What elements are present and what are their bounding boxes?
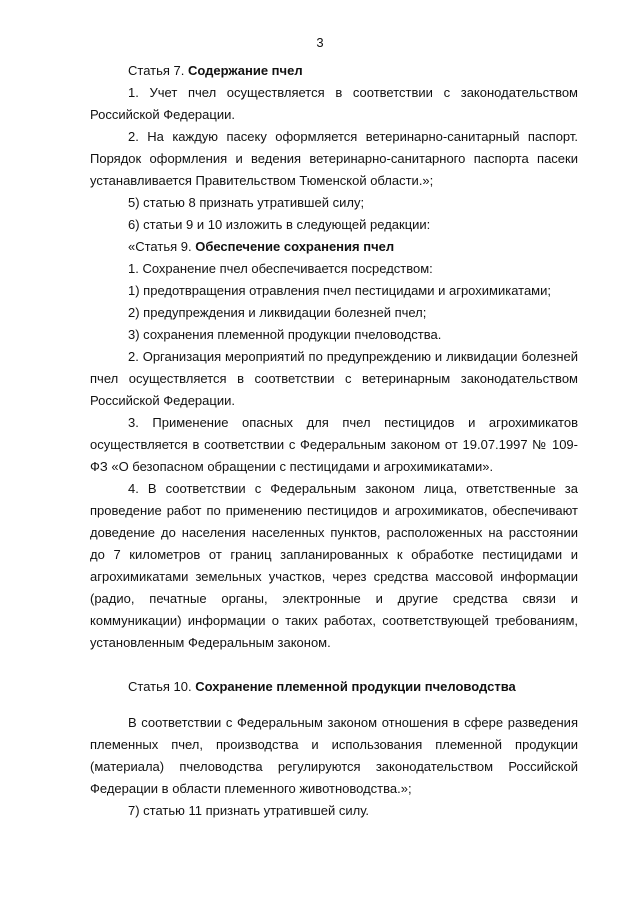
paragraph: 5) статью 8 признать утратившей силу; — [128, 195, 365, 210]
paragraph: 2. Организация мероприятий по предупреждению и ликвидации болезней пчел осуществляется в соответствии с ветеринарным законодательством Российской Федерации. — [90, 349, 578, 408]
paragraph: 6) статьи 9 и 10 изложить в следующей редакции: — [128, 217, 431, 232]
paragraph: 2. На каждую пасеку оформляется ветеринарно-санитарный паспорт. Порядок оформления и ведения ветеринарно-санитарного паспорта пасеки устанавливается Правительством Тюменской области.»; — [90, 129, 578, 188]
paragraph: 1) предотвращения отравления пчел пестицидами и агрохимикатами; — [128, 283, 551, 298]
paragraph: 1. Сохранение пчел обеспечивается посредством: — [128, 261, 433, 276]
paragraph: 7) статью 11 признать утратившей силу. — [128, 803, 370, 818]
paragraph: 3) сохранения племенной продукции пчеловодства. — [128, 327, 442, 342]
paragraph: 1. Учет пчел осуществляется в соответствии с законодательством Российской Федерации. — [90, 85, 578, 122]
paragraph: 2) предупреждения и ликвидации болезней пчел; — [128, 305, 427, 320]
article-10-heading: Статья 10. Сохранение племенной продукции пчеловодства — [128, 679, 516, 694]
document-body — [90, 60, 578, 822]
paragraph: 4. В соответствии с Федеральным законом лица, ответственные за проведение работ по применению пестицидов и агрохимикатов, обеспечивают доведение до населения населенных пунктов, расположенных на расстоянии до 7 километров от границ запланированных к обработке пестицидами и агрохимикатами земельных участков, через средства массовой информации (радио, печатные органы, электронные и другие средства связи и коммуникации) информации о таких работах, соответствующей требованиям, установленным Федеральным законом. — [90, 481, 578, 650]
page-number: 3 — [316, 35, 324, 50]
paragraph: В соответствии с Федеральным законом отношения в сфере разведения племенных пчел, производства и использования племенной продукции (материала) пчеловодства регулируются законодательством Российской Федерации в области племенного животноводства.»; — [90, 715, 578, 796]
article-7-heading: Статья 7. Содержание пчел — [128, 63, 303, 78]
paragraph: 3. Применение опасных для пчел пестицидов и агрохимикатов осуществляется в соответствии с Федеральным законом от 19.07.1997 № 109-ФЗ «О безопасном обращении с пестицидами и агрохимикатами». — [90, 415, 578, 474]
article-9-heading: «Статья 9. Обеспечение сохранения пчел — [128, 239, 395, 254]
